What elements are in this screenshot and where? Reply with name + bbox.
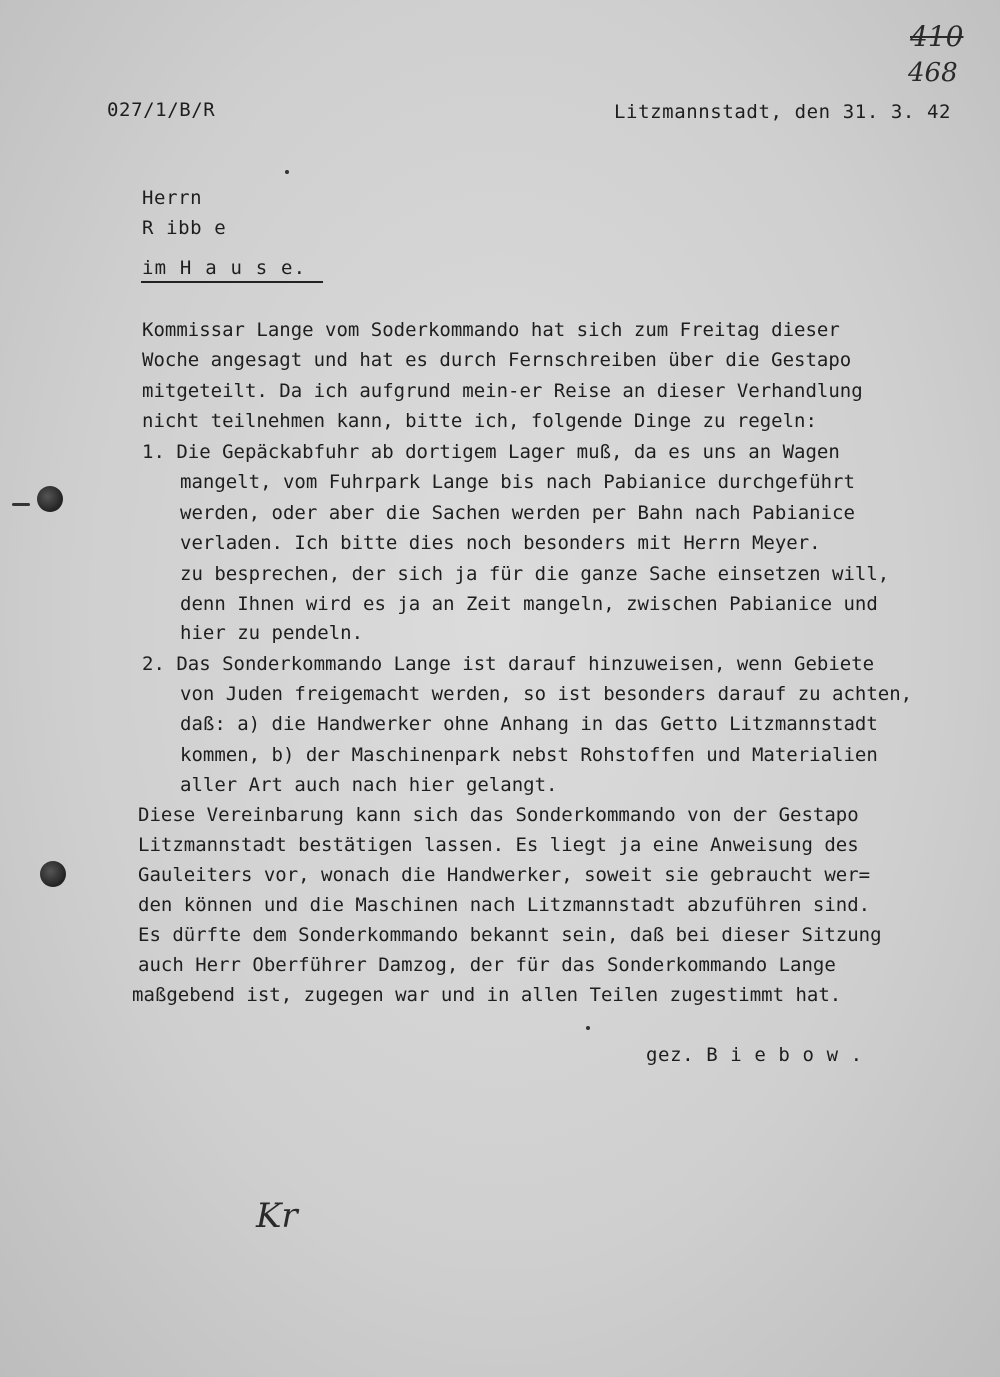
body-line: Diese Vereinbarung kann sich das Sonderkommando von der Gestapo xyxy=(138,804,859,826)
recipient-name: R ibb e xyxy=(142,217,227,239)
ink-speck xyxy=(285,170,289,174)
handwritten-initials: Kr xyxy=(256,1196,298,1236)
body-line: Woche angesagt und hat es durch Fernschreiben über die Gestapo xyxy=(142,349,852,371)
body-line: mitgeteilt. Da ich aufgrund mein-er Reise an dieser Verhandlung xyxy=(142,380,863,402)
body-line: denn Ihnen wird es ja an Zeit mangeln, zwischen Pabianice und xyxy=(180,593,878,615)
signature: gez. B i e b o w . xyxy=(646,1044,863,1066)
body-line: daß: a) die Handwerker ohne Anhang in das Getto Litzmannstadt xyxy=(180,713,878,735)
ink-speck xyxy=(12,503,30,506)
ink-speck xyxy=(586,1026,590,1030)
body-line: von Juden freigemacht werden, so ist besonders darauf zu achten, xyxy=(180,683,913,705)
recipient-underline xyxy=(141,281,323,283)
body-line: mangelt, vom Fuhrpark Lange bis nach Pabianice durchgeführt xyxy=(180,471,855,493)
body-line: 2. Das Sonderkommando Lange ist darauf hinzuweisen, wenn Gebiete xyxy=(142,653,875,675)
body-line: aller Art auch nach hier gelangt. xyxy=(180,774,558,796)
body-line: den können und die Maschinen nach Litzmannstadt abzuführen sind. xyxy=(138,894,871,916)
recipient-salutation: Herrn xyxy=(142,187,203,209)
body-line: auch Herr Oberführer Damzog, der für das Sonderkommando Lange xyxy=(138,954,836,976)
punch-hole xyxy=(37,486,63,512)
body-line: Gauleiters vor, wonach die Handwerker, soweit sie gebraucht wer= xyxy=(138,864,871,886)
body-line: werden, oder aber die Sachen werden per Bahn nach Pabianice xyxy=(180,502,855,524)
body-line: Kommissar Lange vom Soderkommando hat sich zum Freitag dieser xyxy=(142,319,840,341)
reference-code: 027/1/B/R xyxy=(107,99,216,121)
body-line: zu besprechen, der sich ja für die ganze Sache einsetzen will, xyxy=(180,563,890,585)
punch-hole xyxy=(40,861,66,887)
body-line: maßgebend ist, zugegen war und in allen Teilen zugestimmt hat. xyxy=(132,984,842,1006)
body-line: kommen, b) der Maschinenpark nebst Rohstoffen und Materialien xyxy=(180,744,878,766)
body-line: Litzmannstadt bestätigen lassen. Es liegt ja eine Anweisung des xyxy=(138,834,859,856)
body-line: nicht teilnehmen kann, bitte ich, folgende Dinge zu regeln: xyxy=(142,410,817,432)
body-line: verladen. Ich bitte dies noch besonders mit Herrn Meyer. xyxy=(180,532,821,554)
body-line: Es dürfte dem Sonderkommando bekannt sein, daß bei dieser Sitzung xyxy=(138,924,882,946)
archive-number: 468 xyxy=(908,58,958,88)
place-and-date: Litzmannstadt, den 31. 3. 42 xyxy=(614,101,952,123)
recipient-location: im H a u s e. xyxy=(142,257,307,279)
body-line: 1. Die Gepäckabfuhr ab dortigem Lager muß, da es uns an Wagen xyxy=(142,441,840,463)
archive-number-struck: 410 xyxy=(910,20,964,53)
body-line: hier zu pendeln. xyxy=(180,622,364,644)
